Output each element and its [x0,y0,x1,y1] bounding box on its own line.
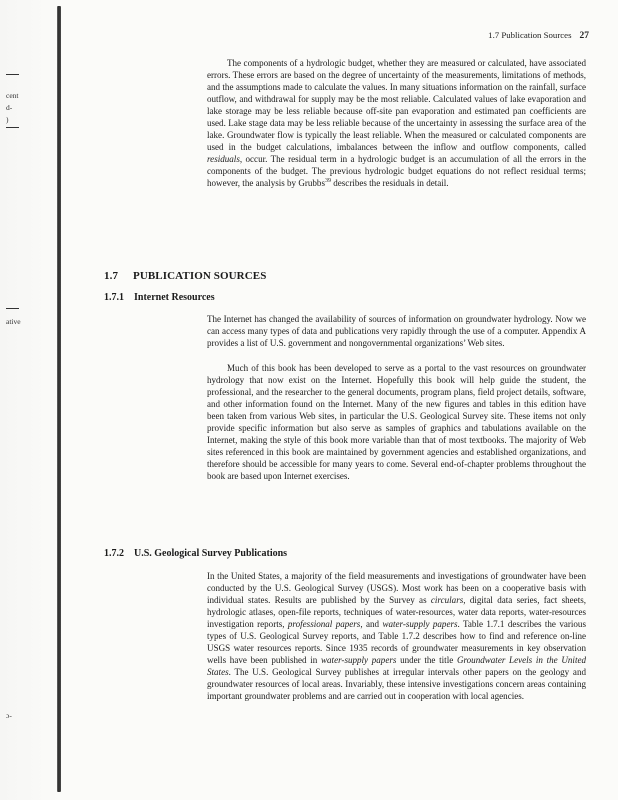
edge-fragment: d- [6,103,13,112]
running-head [488,30,589,41]
intro-paragraph: The components of a hydrologic budget, whether they are measured or calculated, have associated errors. These errors are based on the degree of uncertainty of the measurements, limitations of methods, and the assumptions made to calculate the values. In many situations information on the rainfall, surface outflow, and withdrawal for supply may be the most reliable. Calculated values of lake evaporation and lake storage may be less reliable because off-site pan evaporation and estimated pan coefficients are used. Lake stage data may be less reliable because of the uncertainty in assessing the surface area of the lake. Groundwater flow is typically the least reliable. When the measured or calculated components are used in the budget calculations, imbalances between the inflow and outflow components, called residuals, occur. The residual term in a hydrologic budget is an accumulation of all the errors in the components of the budget. The previous hydrologic budget equations do not reflect residual terms; however, the analysis by Grubbs$^{39}$ describes the residuals in detail. [207,58,586,188]
edge-fragment: ative [6,317,21,326]
internet-paragraph-1: The Internet has changed the availability of sources of information on groundwater hydrology. Now we can access many types of data and publications very rapidly through the use of a computer. Appendix A provides a list of U.S. government and nongovernmental organizations’ Web sites. [207,314,586,348]
page-number: 27 [579,31,589,41]
edge-rule [6,127,19,128]
edge-rule [6,308,19,309]
edge-fragment: ɔ- [6,711,12,720]
internet-paragraph-2: Much of this book has been developed to serve as a portal to the vast resources on groundwater hydrology that now exist on the Internet. Hopefully this book will help guide the student, the professional, and the researcher to the general documents, program plans, field project details, software, and other information found on the Internet. Many of the new figures and tables in this edition have been taken from various Web sites, in particular the U.S. Geological Survey site. These items not only provide specific information but also serve as samples of graphics and tabulations available on the Internet, making the style of this book more variable than that of most textbooks. The majority of Web sites referenced in this book are maintained by government agencies and established organizations, and therefore should be accessible for many years to come. Several end-of-chapter problems throughout the book are based upon Internet exercises. [207,363,586,481]
edge-fragment: ) [6,115,9,124]
edge-rule [6,74,19,75]
subsection-number: 1.7.2 [104,548,124,559]
subsection-heading-usgs [104,548,287,559]
usgs-paragraph: In the United States, a majority of the field measurements and investigations of groundwater have been conducted by the U.S. Geological Survey (USGS). Most work has been on a cooperative basis with individual states. Results are published by the Survey as circulars, digital data series, fact sheets, hydrologic atlases, open-file reports, techniques of water-resources, water data reports, water-resources investigation reports, professional papers, and water-supply papers. Table 1.7.1 describes the various types of U.S. Geological Survey reports, and Table 1.7.2 describes how to find and reference on-line USGS water resources reports. Since 1935 records of groundwater measurements in key observation wells have been published in water-supply papers under the title Groundwater Levels in the United States. The U.S. Geological Survey publishes at irregular intervals other papers on the geology and groundwater resources of local areas. Invariably, these intensive investigations concern areas containing important groundwater problems and are carried out in cooperation with local agencies. [207,571,586,701]
section-number: 1.7 [104,270,119,282]
subsection-title: U.S. Geological Survey Publications [134,548,288,559]
section-title: PUBLICATION SOURCES [133,270,267,282]
running-head-section: 1.7 Publication Sources [488,30,572,40]
binding-gutter [57,6,61,792]
page-binding-shadow [0,0,60,800]
footnote-ref: 39 [324,177,331,184]
edge-fragment: cent [6,91,19,100]
subsection-title: Internet Resources [134,292,215,303]
subsection-number: 1.7.1 [104,292,124,303]
section-heading [104,270,266,282]
term-residuals: residuals [207,154,240,164]
subsection-heading-internet [104,292,215,303]
